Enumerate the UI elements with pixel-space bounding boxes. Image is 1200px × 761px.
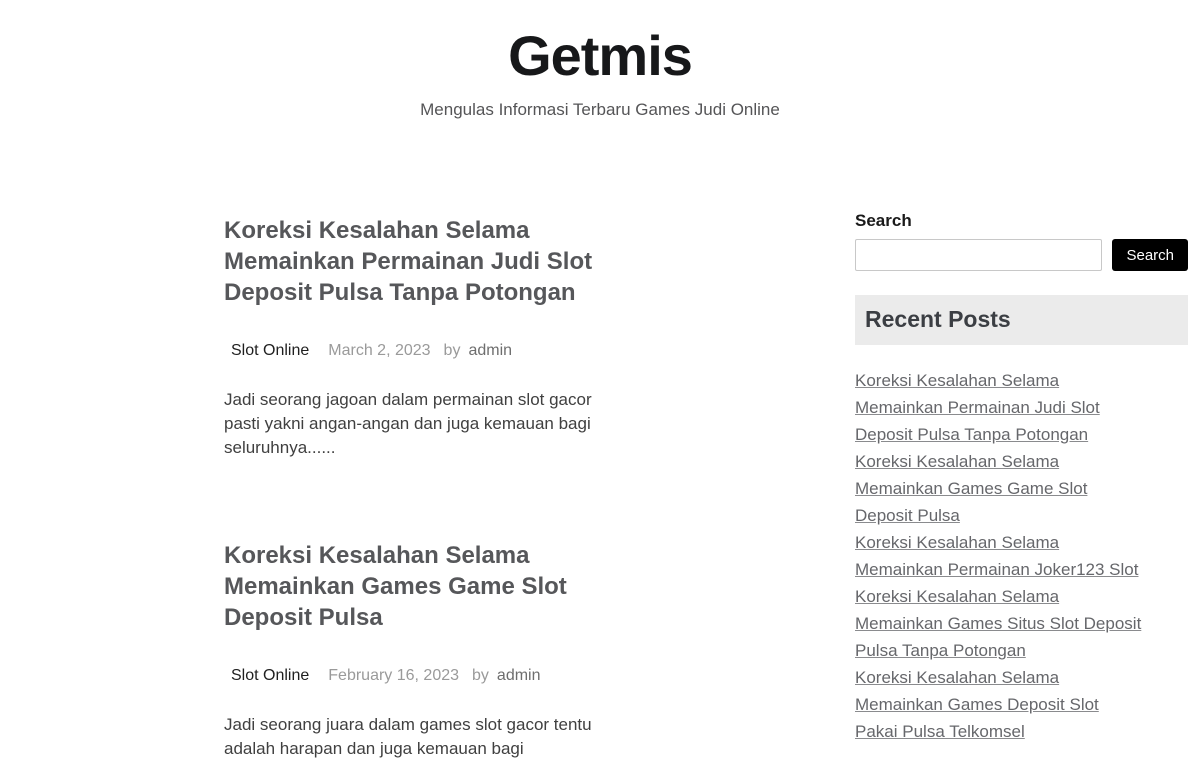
- recent-post-link[interactable]: Koreksi Kesalahan Selama Memainkan Games Deposit Slot Pakai Pulsa Telkomsel: [855, 668, 1099, 741]
- site-tagline: Mengulas Informasi Terbaru Games Judi Online: [420, 100, 780, 119]
- recent-post-link[interactable]: Koreksi Kesalahan Selama Memainkan Games Game Slot Deposit Pulsa: [855, 452, 1088, 525]
- search-widget: [855, 210, 1188, 271]
- post-date: February 16, 2023: [328, 667, 460, 684]
- post-item: [224, 215, 602, 460]
- list-item: [855, 448, 1145, 529]
- post-author-link[interactable]: admin: [468, 342, 513, 359]
- list-item: [855, 664, 1145, 745]
- post-excerpt: Jadi seorang juara dalam games slot gacor tentu adalah harapan dan juga kemauan bagi: [224, 715, 592, 758]
- list-item: [855, 367, 1145, 448]
- post-meta: [224, 340, 602, 362]
- post-category-link[interactable]: Slot Online: [231, 667, 310, 684]
- recent-post-link[interactable]: Koreksi Kesalahan Selama Memainkan Permainan Joker123 Slot: [855, 533, 1139, 579]
- list-item: [855, 529, 1145, 583]
- site-title[interactable]: Getmis: [508, 24, 692, 87]
- site-header: [0, 0, 1200, 122]
- recent-posts-widget: [855, 295, 1188, 745]
- search-button[interactable]: Search: [1112, 239, 1188, 271]
- post-date: March 2, 2023: [328, 342, 431, 359]
- post-item: [224, 540, 602, 761]
- recent-post-link[interactable]: Koreksi Kesalahan Selama Memainkan Permainan Judi Slot Deposit Pulsa Tanpa Potongan: [855, 371, 1100, 444]
- post-excerpt: Jadi seorang jagoan dalam permainan slot gacor pasti yakni angan-angan dan juga kemauan bagi seluruhnya......: [224, 390, 592, 457]
- post-byline-label: by: [472, 667, 489, 684]
- search-input[interactable]: [855, 239, 1102, 271]
- recent-posts-heading: Recent Posts: [855, 295, 1188, 345]
- post-byline-label: by: [443, 342, 461, 359]
- post-category-link[interactable]: Slot Online: [231, 342, 310, 359]
- search-label: Search: [855, 211, 912, 230]
- main-content: [224, 215, 602, 761]
- recent-post-link[interactable]: Koreksi Kesalahan Selama Memainkan Games Situs Slot Deposit Pulsa Tanpa Potongan: [855, 587, 1142, 660]
- post-author-link[interactable]: admin: [496, 667, 541, 684]
- list-item: [855, 583, 1145, 664]
- post-meta: [224, 665, 602, 687]
- post-title-link[interactable]: Koreksi Kesalahan Selama Memainkan Permainan Judi Slot Deposit Pulsa Tanpa Potongan: [224, 217, 593, 306]
- sidebar: [855, 210, 1188, 745]
- post-title-link[interactable]: Koreksi Kesalahan Selama Memainkan Games Game Slot Deposit Pulsa: [224, 542, 567, 631]
- recent-posts-list: [855, 367, 1145, 745]
